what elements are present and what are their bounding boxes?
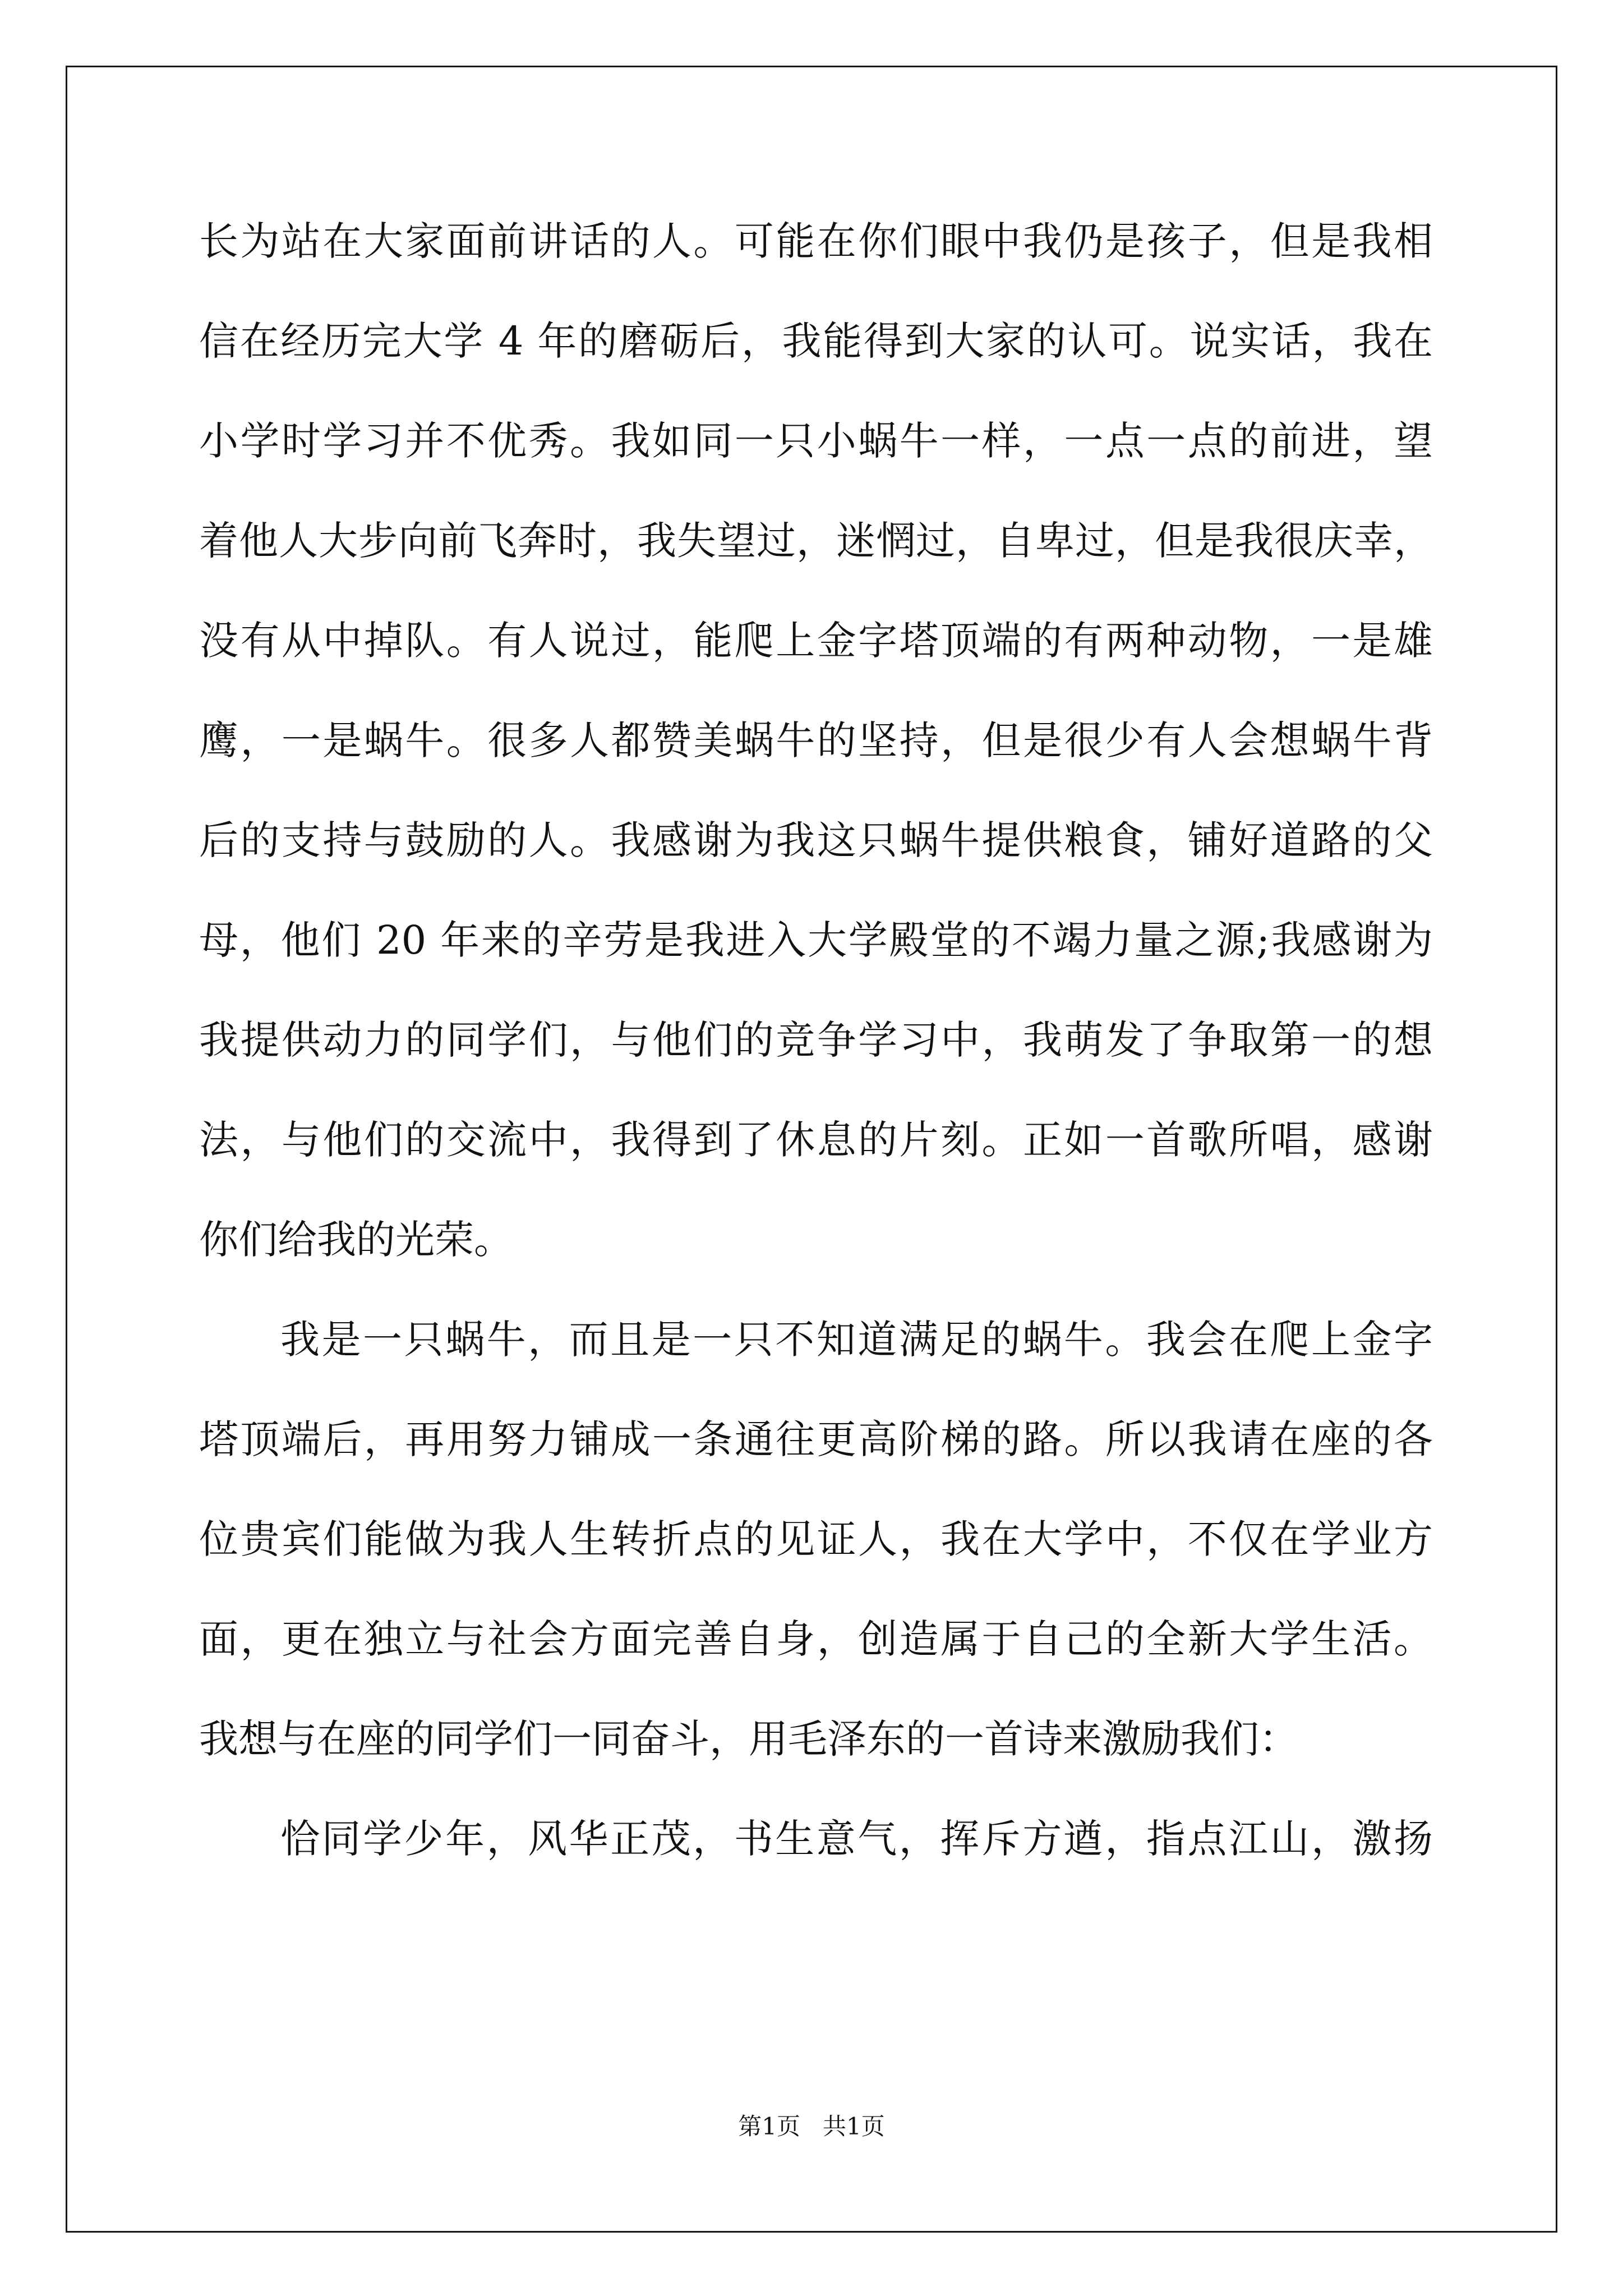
text-line: 着他人大步向前飞奔时，我失望过，迷惘过，自卑过，但是我很庆幸， <box>199 518 1433 564</box>
text-line: 塔顶端后，再用努力铺成一条通往更高阶梯的路。所以我请在座的各 <box>199 1416 1433 1462</box>
text-line: 母，他们 20 年来的辛劳是我进入大学殿堂的不竭力量之源;我感谢为 <box>199 917 1433 963</box>
document-body <box>199 213 1433 1911</box>
text-line: 鹰，一是蜗牛。很多人都赞美蜗牛的坚持，但是很少有人会想蜗牛背 <box>199 717 1433 763</box>
text-line: 后的支持与鼓励的人。我感谢为我这只蜗牛提供粮食，铺好道路的父 <box>199 817 1433 863</box>
text-line: 信在经历完大学 4 年的磨砺后，我能得到大家的认可。说实话，我在 <box>199 318 1433 364</box>
text-line: 我想与在座的同学们一同奋斗，用毛泽东的一首诗来激励我们： <box>199 1716 1298 1762</box>
text-line: 法，与他们的交流中，我得到了休息的片刻。正如一首歌所唱，感谢 <box>199 1117 1433 1163</box>
text-line: 恰同学少年，风华正茂，书生意气，挥斥方遒，指点江山，激扬 <box>280 1816 1433 1862</box>
page-footer: 第1页 共1页 <box>738 2113 885 2140</box>
text-line: 我提供动力的同学们，与他们的竞争学习中，我萌发了争取第一的想 <box>199 1017 1433 1063</box>
text-line: 没有从中掉队。有人说过，能爬上金字塔顶端的有两种动物，一是雄 <box>199 618 1433 664</box>
text-line: 位贵宾们能做为我人生转折点的见证人，我在大学中，不仅在学业方 <box>199 1516 1433 1562</box>
text-line: 你们给我的光荣。 <box>199 1217 513 1263</box>
text-line: 面，更在独立与社会方面完善自身，创造属于自己的全新大学生活。 <box>199 1616 1433 1662</box>
text-line: 小学时学习并不优秀。我如同一只小蜗牛一样，一点一点的前进，望 <box>199 418 1433 464</box>
text-line: 我是一只蜗牛，而且是一只不知道满足的蜗牛。我会在爬上金字 <box>280 1317 1433 1363</box>
text-line: 长为站在大家面前讲话的人。可能在你们眼中我仍是孩子，但是我相 <box>199 218 1433 264</box>
